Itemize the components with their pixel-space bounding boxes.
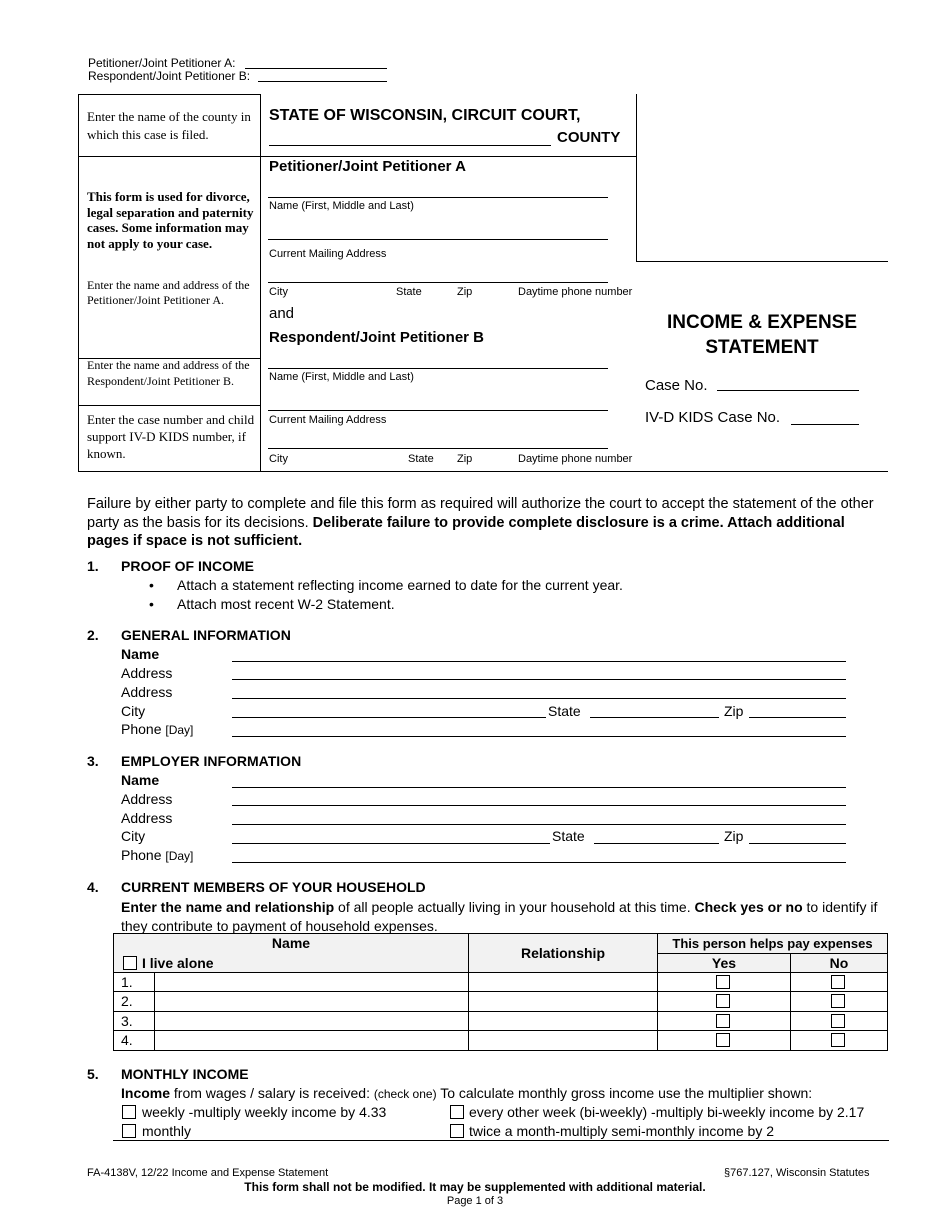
petitioner-phone-caption: Daytime phone number [518,286,633,298]
respondent-name-caption: Name (First, Middle and Last) [269,371,414,383]
ivd-label: IV-D KIDS Case No. [645,409,781,426]
section5-title: MONTHLY INCOME [121,1066,249,1082]
petitioner-address-caption: Current Mailing Address [269,248,387,260]
caption-divider [260,94,261,472]
biweekly-label: every other week (bi-weekly) -multiply bi-weekly income by 2.17 [469,1104,865,1120]
section3-title: EMPLOYER INFORMATION [121,753,302,769]
employer-zip-field[interactable] [749,843,846,844]
employer-zip-label: Zip [724,828,744,844]
monthly-checkbox[interactable] [122,1124,136,1138]
section4-title: CURRENT MEMBERS OF YOUR HOUSEHOLD [121,879,426,895]
employer-name-label: Name [121,772,160,788]
general-phone-label: Phone [Day] [121,721,194,737]
live-alone-label: I live alone [142,955,214,971]
petitioner-heading: Petitioner/Joint Petitioner A [269,158,466,175]
employer-address2-label: Address [121,810,173,826]
section1-bullet-2: Attach most recent W-2 Statement. [177,596,395,612]
general-name-label: Name [121,646,160,662]
section1-bullet-2-icon: • [149,596,154,612]
table-line [887,933,888,1051]
employer-city-field[interactable] [232,843,550,844]
row-2-yes-checkbox[interactable] [716,994,730,1008]
semimonthly-label: twice a month-multiply semi-monthly income by 2 [469,1123,774,1139]
form-title [636,310,888,360]
employer-address1-label: Address [121,791,173,807]
caption-left-border [78,94,79,472]
petitioner-name-field[interactable] [268,197,608,198]
form-title-line1: INCOME & EXPENSE [666,312,858,333]
respondent-b-field[interactable] [258,81,387,82]
general-address1-field[interactable] [232,679,846,680]
respondent-heading: Respondent/Joint Petitioner B [269,329,485,346]
general-address2-field[interactable] [232,698,846,699]
table-line [113,972,888,973]
general-address2-label: Address [121,684,173,700]
no-header: No [829,955,849,971]
caption-right-border [636,94,637,262]
section5-number: 5. [87,1066,99,1082]
table-line [657,953,888,954]
petitioner-state-caption: State [396,286,422,298]
form-use-note: This form is used for divorce, legal separation and paternity cases. Some information may not apply to your case. [87,189,254,251]
petitioner-a-label: Petitioner/Joint Petitioner A: [88,56,236,70]
respondent-city-caption: City [269,453,288,465]
county-label: COUNTY [557,129,621,146]
form-title-line2: STATEMENT [705,337,819,358]
name-header: Name [271,935,311,951]
employer-state-field[interactable] [594,843,719,844]
respondent-hint: Enter the name and address of the Respondent/Joint Petitioner B. [87,358,250,388]
section3-number: 3. [87,753,99,769]
caption-bottom-border [78,471,888,472]
case-no-label: Case No. [645,377,708,394]
petitioner-zip-caption: Zip [457,286,473,298]
monthly-label: monthly [142,1123,192,1139]
helps-pay-header: This person helps pay expenses [672,936,873,951]
general-name-field[interactable] [232,661,846,662]
section2-title: GENERAL INFORMATION [121,627,291,643]
biweekly-checkbox[interactable] [450,1105,464,1119]
table-line [113,991,888,992]
table-line [113,933,888,934]
general-phone-field[interactable] [232,736,846,737]
section4-number: 4. [87,879,99,895]
respondent-b-label: Respondent/Joint Petitioner B: [88,69,251,83]
table-line [154,972,155,1051]
respondent-state-caption: State [408,453,434,465]
petitioner-city-field[interactable] [268,282,608,283]
row-3-yes-checkbox[interactable] [716,1014,730,1028]
court-title: STATE OF WISCONSIN, CIRCUIT COURT, [269,107,581,124]
row-2-no-checkbox[interactable] [831,994,845,1008]
section5-divider [113,1140,889,1141]
employer-address1-field[interactable] [232,805,846,806]
and-label: and [269,305,295,322]
weekly-label: weekly -multiply weekly income by 4.33 [142,1104,387,1120]
row-1-yes-checkbox[interactable] [716,975,730,989]
section1-bullet-1: Attach a statement reflecting income earned to date for the current year. [177,577,623,593]
employer-address2-field[interactable] [232,824,846,825]
section1-bullet-1-icon: • [149,577,154,593]
table-row-2-number: 2. [121,993,133,1009]
general-zip-field[interactable] [749,717,846,718]
caption-top-border [78,94,261,95]
table-row-1-number: 1. [121,974,133,990]
respondent-address-field[interactable] [268,410,608,411]
footer-page-number: Page 1 of 3 [446,1195,504,1207]
respondent-city-field[interactable] [268,448,608,449]
respondent-phone-caption: Daytime phone number [518,453,633,465]
general-state-label: State [548,703,581,719]
footer-statute: §767.127, Wisconsin Statutes [724,1167,870,1179]
intro-text: Failure by either party to complete and file this form as required will authorize the court to accept the statement of the other party as the basis for its decisions. [87,496,874,531]
section4-instructions: Enter the name and relationship of all people actually living in your household at this time. Check yes or no to identify if they contribute to payment of household expenses. [121,899,878,934]
relationship-header: Relationship [520,945,605,961]
petitioner-hint: Enter the name and address of the Petitioner/Joint Petitioner A. [87,278,250,307]
weekly-checkbox[interactable] [122,1105,136,1119]
respondent-zip-caption: Zip [457,453,473,465]
row-1-no-checkbox[interactable] [831,975,845,989]
row-4-no-checkbox[interactable] [831,1033,845,1047]
petitioner-address-field[interactable] [268,239,608,240]
employer-name-field[interactable] [232,787,846,788]
general-state-field[interactable] [590,717,719,718]
table-line [113,1011,888,1012]
employer-phone-label: Phone [Day] [121,847,194,863]
left-row-border-2 [78,405,261,406]
general-city-label: City [121,703,146,719]
general-address1-label: Address [121,665,173,681]
table-row-3-number: 3. [121,1013,133,1029]
county-name-field[interactable] [269,145,551,146]
petitioner-a-field[interactable] [245,68,387,69]
employer-state-label: State [552,828,585,844]
respondent-name-field[interactable] [268,368,608,369]
yes-header: Yes [711,955,737,971]
county-row-border [78,156,636,157]
general-city-field[interactable] [232,717,546,718]
footer-form-id: FA-4138V, 12/22 Income and Expense Statement [87,1167,329,1179]
semimonthly-checkbox[interactable] [450,1124,464,1138]
table-row-4-number: 4. [121,1032,133,1048]
employer-phone-field[interactable] [232,862,846,863]
live-alone-checkbox[interactable] [123,956,137,970]
county-hint: Enter the name of the county in which this case is filed. [87,109,251,142]
section1-title: PROOF OF INCOME [121,558,254,574]
respondent-address-caption: Current Mailing Address [269,414,387,426]
case-hint: Enter the case number and child support IV-D KIDS number, if known. [87,412,255,461]
row-4-yes-checkbox[interactable] [716,1033,730,1047]
income-line: Income from wages / salary is received: (check one) To calculate monthly gross income use the multiplier shown: [121,1085,813,1101]
case-no-field[interactable] [717,390,859,391]
section2-number: 2. [87,627,99,643]
ivd-field[interactable] [791,424,859,425]
petitioner-city-caption: City [269,286,288,298]
table-line [113,1050,888,1051]
footer-notice: This form shall not be modified. It may be supplemented with additional material. [244,1180,706,1194]
intro-bold: Deliberate failure to provide complete disclosure is a crime. Attach additional pages if space is not sufficient. [87,514,845,549]
section1-number: 1. [87,558,99,574]
petitioner-name-caption: Name (First, Middle and Last) [269,200,414,212]
intro-paragraph [87,495,877,551]
right-box-bottom [636,261,888,262]
employer-city-label: City [121,828,146,844]
row-3-no-checkbox[interactable] [831,1014,845,1028]
general-zip-label: Zip [724,703,744,719]
table-line [113,1030,888,1031]
